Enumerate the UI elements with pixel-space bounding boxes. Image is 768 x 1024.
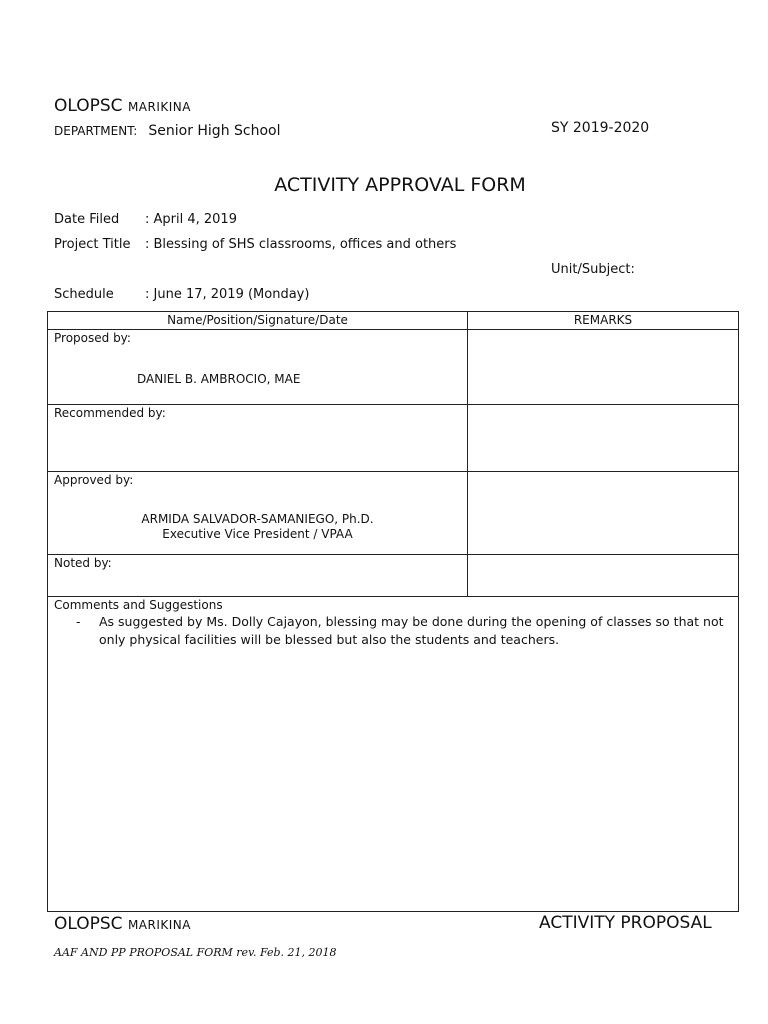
footer-doc-type: ACTIVITY PROPOSAL	[539, 913, 712, 933]
proposed-remarks	[468, 330, 739, 405]
proposed-label: Proposed by:	[54, 331, 131, 345]
noted-row	[48, 555, 739, 597]
col-header-name: Name/Position/Signature/Date	[48, 312, 468, 330]
footer-form-rev: AAF AND PP PROPOSAL FORM rev. Feb. 21, 2018	[54, 946, 337, 959]
comment-bullet: -	[76, 614, 81, 629]
col-header-remarks: REMARKS	[468, 312, 739, 330]
comments-list	[48, 613, 738, 649]
department-label: DEPARTMENT:	[54, 124, 138, 138]
proposed-cell	[48, 330, 468, 405]
department-value: Senior High School	[148, 123, 281, 139]
approved-cell	[48, 472, 468, 555]
footer-org	[54, 914, 191, 934]
approved-remarks	[468, 472, 739, 555]
date-filed-label: Date Filed	[54, 212, 120, 227]
school-year: SY 2019-2020	[551, 120, 650, 136]
date-filed-value: : April 4, 2019	[145, 212, 237, 227]
proposed-row	[48, 330, 739, 405]
approved-label: Approved by:	[54, 473, 134, 487]
footer-org-location: MARIKINA	[127, 918, 191, 932]
noted-label: Noted by:	[54, 556, 112, 570]
table-header-row	[48, 312, 739, 330]
comment-item	[54, 613, 738, 649]
comments-label: Comments and Suggestions	[54, 598, 223, 612]
recommended-remarks	[468, 405, 739, 472]
form-title: ACTIVITY APPROVAL FORM	[274, 174, 526, 196]
footer-org-name: OLOPSC	[54, 914, 123, 934]
schedule-label: Schedule	[54, 287, 114, 302]
header-org	[54, 96, 191, 116]
proposed-name: DANIEL B. AMBROCIO, MAE	[137, 372, 301, 386]
comments-row	[48, 597, 739, 912]
comment-text: As suggested by Ms. Dolly Cajayon, blessing may be done during the opening of classes so that not only physical facilities will be blessed but also the students and teachers.	[99, 614, 724, 647]
schedule-value: : June 17, 2019 (Monday)	[145, 287, 310, 302]
approval-table	[47, 311, 739, 912]
comments-cell	[48, 597, 739, 912]
recommended-label: Recommended by:	[54, 406, 166, 420]
approved-name: ARMIDA SALVADOR-SAMANIEGO, Ph.D.	[141, 512, 374, 526]
approved-row	[48, 472, 739, 555]
approved-position: Executive Vice President / VPAA	[162, 527, 353, 541]
department-line	[54, 120, 281, 139]
noted-cell	[48, 555, 468, 597]
unit-subject-label: Unit/Subject:	[551, 262, 635, 277]
recommended-row	[48, 405, 739, 472]
recommended-cell	[48, 405, 468, 472]
project-title-label: Project Title	[54, 237, 131, 252]
org-name: OLOPSC	[54, 96, 123, 116]
org-location: MARIKINA	[127, 100, 191, 114]
noted-remarks	[468, 555, 739, 597]
project-title-value: : Blessing of SHS classrooms, offices and others	[145, 237, 457, 252]
